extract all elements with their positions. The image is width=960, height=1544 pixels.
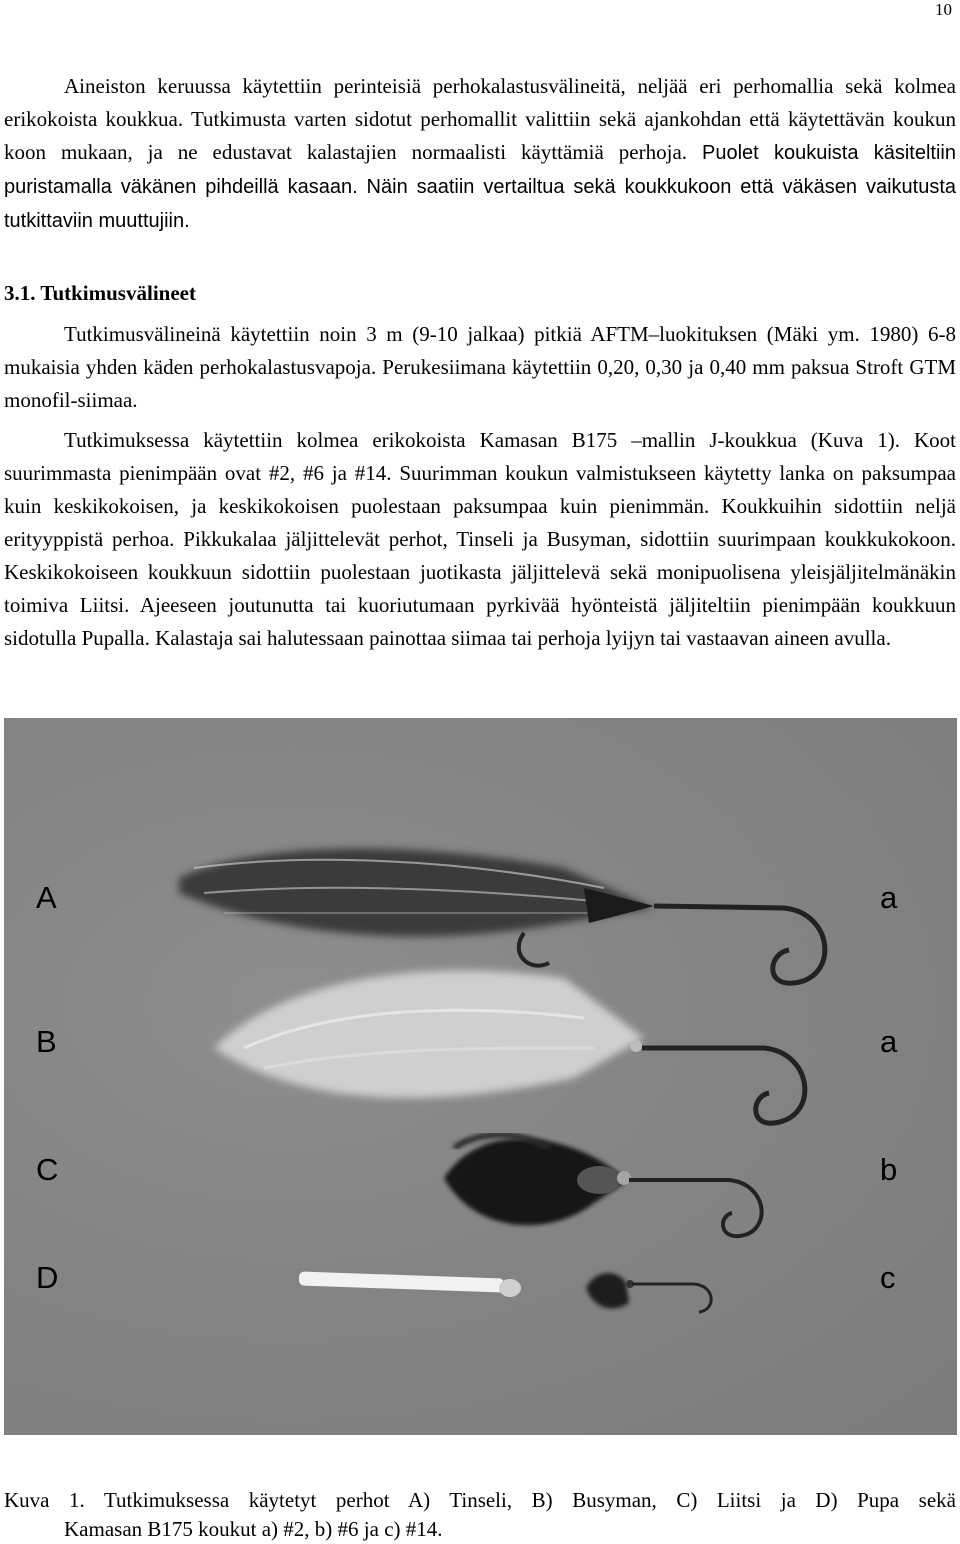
fly-a-tinseli xyxy=(179,849,654,937)
matchstick xyxy=(299,1271,521,1297)
hook-c-size-6 xyxy=(629,1180,762,1236)
hooks-paragraph-text: Tutkimuksessa käytettiin kolmea erikokoista Kamasan B175 –mallin J-koukkua (Kuva 1). Koot suurimmasta pienimpään ovat #2, #6 ja #14. Suurimman koukun valmistukseen käytetty lanka on paksumpaa kuin keskikokoisen, ja keskikokoisen puolestaan paksumpaa kuin pienimmän. Koukkuihin sidottiin neljä erityyppistä perhoa. Pikkukalaa jäljittelevät perhot, Tinseli ja Busyman, sidottiin suurimpaan koukkukokoon. Keskikokoiseen koukkuun sidottiin puolestaan juotikasta jäljittelevä sekä monipuolisena yleisjäljitelmänäkin toimiva Liitsi. Ajeeseen joutunutta tai kuoriutumaan pyrkivää hyönteistä jäljiteltiin pienimpään koukkuun sidotulla Pupalla. Kalastaja sai halutessaan painottaa siimaa tai perhoja lyijyn tai vastaavan aineen avulla. xyxy=(4,428,956,650)
fly-label-a: A xyxy=(36,880,57,915)
hook-label-2: a xyxy=(880,1024,898,1059)
hook-b-size-2 xyxy=(642,1048,805,1123)
hooks-paragraph xyxy=(4,424,956,655)
figure-photo xyxy=(4,718,957,1435)
fly-label-c: C xyxy=(36,1152,59,1187)
intro-paragraph-part1: Aineiston keruussa käytettiin perinteisiä perhokalastusvälineitä, neljää eri perhomallia sekä kolmea erikokoista koukkua. Tutkimusta varten sidotut perhomallit valittiin sekä ajankohdan että käytettävän koukun koon mukaan, ja ne edustavat kalastajien normaalisti käyttämiä perhoja. xyxy=(4,74,956,164)
fly-b-busyman xyxy=(214,971,644,1098)
page-number: 10 xyxy=(935,0,952,19)
fly-d-pupa xyxy=(586,1273,634,1308)
section-heading: 3.1. Tutkimusvälineet xyxy=(4,281,196,305)
flies-and-hooks-illustration xyxy=(4,718,957,1435)
hook-d-size-14 xyxy=(632,1284,711,1312)
equipment-paragraph-text: Tutkimusvälineinä käytettiin noin 3 m (9-10 jalkaa) pitkiä AFTM–luokituksen (Mäki ym. 1980) 6-8 mukaisia yhden käden perhokalastusvapoja. Perukesiimana käytettiin 0,20, 0,30 ja 0,40 mm paksua Stroft GTM monofil-siimaa. xyxy=(4,322,956,412)
fly-c-liitsi xyxy=(444,1135,631,1225)
hook-label-4: c xyxy=(880,1260,896,1295)
intro-paragraph xyxy=(4,70,956,238)
figure-caption xyxy=(4,1486,956,1544)
fly-label-d: D xyxy=(36,1260,59,1295)
hook-label-1: a xyxy=(880,880,898,915)
intro-paragraph-part2: Puolet koukuista käsiteltiin puristamalla väkänen pihdeillä kasaan. Näin saatiin vertailtua sekä koukkukoon että väkäsen vaikutusta tutkittaviin muuttujiin. xyxy=(4,142,956,232)
equipment-paragraph xyxy=(4,318,956,417)
fly-label-b: B xyxy=(36,1024,57,1059)
hook-label-3: b xyxy=(880,1152,898,1187)
caption-line-2: Kamasan B175 koukut a) #2, b) #6 ja c) #14. xyxy=(64,1517,443,1541)
caption-line-1: Kuva 1. Tutkimuksessa käytetyt perhot A) Tinseli, B) Busyman, C) Liitsi ja D) Pupa sekä xyxy=(4,1488,956,1512)
